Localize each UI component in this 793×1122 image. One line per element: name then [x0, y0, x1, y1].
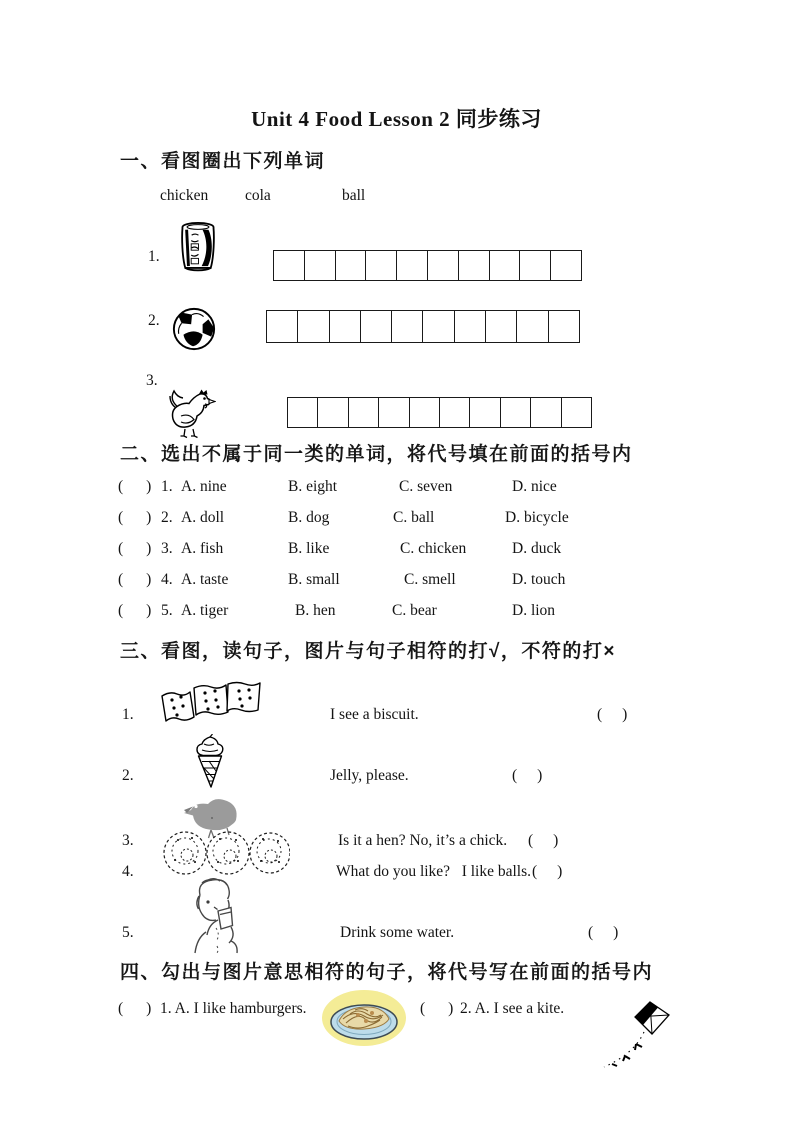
s2-row3-option-b[interactable]: B. like — [288, 540, 330, 557]
paren-open: ( — [512, 767, 518, 784]
grid-cell[interactable] — [409, 397, 440, 428]
s3-answer-slot-5[interactable] — [588, 924, 618, 942]
grid-cell[interactable] — [391, 310, 423, 343]
grid-cell[interactable] — [266, 310, 298, 343]
grid-cell[interactable] — [348, 397, 379, 428]
s2-row5-option-c[interactable]: C. bear — [392, 602, 437, 619]
section4-heading: 四、勾出与图片意思相符的句子，将代号写在前面的括号内 — [120, 962, 654, 983]
s2-row3-number: 3. — [161, 540, 173, 557]
s1-item3-number: 3. — [146, 372, 158, 389]
s2-row2-option-b[interactable]: B. dog — [288, 509, 330, 526]
grid-cell[interactable] — [469, 397, 500, 428]
paren-open: ( — [118, 509, 124, 526]
paren-close: ) — [553, 832, 559, 849]
grid-cell[interactable] — [550, 250, 582, 281]
grid-cell[interactable] — [378, 397, 409, 428]
s2-row4-option-a[interactable]: A. taste — [181, 571, 229, 588]
s4-answer-slot-1[interactable] — [118, 1000, 151, 1018]
grid-cell[interactable] — [489, 250, 521, 281]
s1-item1-number: 1. — [148, 248, 160, 265]
kite-image — [592, 994, 680, 1076]
hen-image — [166, 387, 216, 439]
s2-row1-option-d[interactable]: D. nice — [512, 478, 557, 495]
soccer-ball-image — [171, 306, 217, 352]
s2-row5-number: 5. — [161, 602, 173, 619]
s2-row5-option-d[interactable]: D. lion — [512, 602, 556, 619]
paren-open: ( — [588, 924, 594, 941]
paren-open: ( — [528, 832, 534, 849]
s3-answer-slot-4[interactable] — [532, 863, 562, 881]
word-bank-chicken: chicken — [160, 187, 209, 204]
s2-row1-option-a[interactable]: A. nine — [181, 478, 227, 495]
s3-item5-number: 5. — [122, 924, 134, 941]
s3-answer-slot-3[interactable] — [528, 832, 558, 850]
grid-cell[interactable] — [365, 250, 397, 281]
s3-item1-sentence: I see a biscuit. — [330, 706, 419, 723]
section3-heading: 三、看图，读句子，图片与句子相符的打√，不符的打× — [120, 641, 617, 662]
grid-cell[interactable] — [360, 310, 392, 343]
paren-close: ) — [146, 540, 152, 557]
ice-cream-image — [190, 734, 230, 790]
paren-open: ( — [597, 706, 603, 723]
page-title: Unit 4 Food Lesson 2 同步练习 — [251, 107, 542, 131]
paren-open: ( — [420, 1000, 426, 1017]
grid-cell[interactable] — [427, 250, 459, 281]
grid-cell[interactable] — [297, 310, 329, 343]
paren-open: ( — [118, 540, 124, 557]
paren-close: ) — [613, 924, 619, 941]
s3-answer-slot-1[interactable] — [597, 706, 627, 724]
section1-heading: 一、看图圈出下列单词 — [120, 151, 326, 172]
grid-cell[interactable] — [530, 397, 561, 428]
s3-answer-slot-2[interactable] — [512, 767, 542, 785]
paren-close: ) — [557, 863, 563, 880]
word-bank-ball: ball — [342, 187, 366, 204]
paren-close: ) — [146, 478, 152, 495]
paren-close: ) — [146, 602, 152, 619]
paren-close: ) — [146, 1000, 152, 1017]
s2-row5-option-a[interactable]: A. tiger — [181, 602, 229, 619]
s2-row2-option-d[interactable]: D. bicycle — [505, 509, 569, 526]
s3-item5-sentence: Drink some water. — [340, 924, 455, 941]
s2-row3-option-d[interactable]: D. duck — [512, 540, 562, 557]
cola-can-image — [178, 219, 218, 275]
s2-row2-number: 2. — [161, 509, 173, 526]
grid-cell[interactable] — [335, 250, 367, 281]
letter-grid-2[interactable] — [266, 310, 580, 343]
noodles-plate-image — [320, 988, 408, 1050]
paren-close: ) — [537, 767, 543, 784]
s3-item4-number: 4. — [122, 863, 134, 880]
grid-cell[interactable] — [454, 310, 486, 343]
s3-item1-number: 1. — [122, 706, 134, 723]
grid-cell[interactable] — [304, 250, 336, 281]
paren-close: ) — [622, 706, 628, 723]
paren-close: ) — [146, 571, 152, 588]
grid-cell[interactable] — [287, 397, 318, 428]
paren-open: ( — [532, 863, 538, 880]
s4-item2-label[interactable]: 2. A. I see a kite. — [460, 1000, 565, 1017]
grid-cell[interactable] — [273, 250, 305, 281]
grid-cell[interactable] — [519, 250, 551, 281]
s4-answer-slot-2[interactable] — [420, 1000, 453, 1018]
grid-cell[interactable] — [458, 250, 490, 281]
s2-row1-option-c[interactable]: C. seven — [399, 478, 453, 495]
balls-image — [162, 824, 290, 882]
grid-cell[interactable] — [500, 397, 531, 428]
grid-cell[interactable] — [329, 310, 361, 343]
grid-cell[interactable] — [548, 310, 580, 343]
paren-close: ) — [146, 509, 152, 526]
s2-row2-option-a[interactable]: A. doll — [181, 509, 225, 526]
boy-drinking-image — [178, 876, 250, 954]
s2-answer-slot-1[interactable] — [118, 478, 151, 496]
s2-row4-number: 4. — [161, 571, 173, 588]
s2-answer-slot-5[interactable] — [118, 602, 151, 620]
s2-row2-option-c[interactable]: C. ball — [393, 509, 435, 526]
paren-close: ) — [448, 1000, 454, 1017]
word-bank-cola: cola — [245, 187, 271, 204]
biscuits-image — [150, 680, 262, 732]
s2-answer-slot-2[interactable] — [118, 509, 151, 527]
s4-item1-label[interactable]: 1. A. I like hamburgers. — [160, 1000, 307, 1017]
s2-row1-number: 1. — [161, 478, 173, 495]
s3-item2-sentence: Jelly, please. — [330, 767, 409, 784]
s2-row1-option-b[interactable]: B. eight — [288, 478, 338, 495]
letter-grid-3[interactable] — [287, 397, 592, 428]
grid-cell[interactable] — [396, 250, 428, 281]
grid-cell[interactable] — [485, 310, 517, 343]
grid-cell[interactable] — [317, 397, 348, 428]
s1-item2-number: 2. — [148, 312, 160, 329]
s2-row4-option-c[interactable]: C. smell — [404, 571, 456, 588]
s3-item2-number: 2. — [122, 767, 134, 784]
s2-row4-option-d[interactable]: D. touch — [512, 571, 566, 588]
paren-open: ( — [118, 571, 124, 588]
paren-open: ( — [118, 1000, 124, 1017]
s2-answer-slot-4[interactable] — [118, 571, 151, 589]
s2-row5-option-b[interactable]: B. hen — [295, 602, 336, 619]
s2-answer-slot-3[interactable] — [118, 540, 151, 558]
letter-grid-1[interactable] — [273, 250, 582, 281]
s2-row3-option-c[interactable]: C. chicken — [400, 540, 467, 557]
section2-heading: 二、选出不属于同一类的单词，将代号填在前面的括号内 — [120, 444, 633, 465]
grid-cell[interactable] — [516, 310, 548, 343]
s3-item3-number: 3. — [122, 832, 134, 849]
s3-item4-sentence: What do you like? I like balls. — [336, 863, 531, 880]
grid-cell[interactable] — [561, 397, 592, 428]
s3-item3-sentence: Is it a hen? No, it’s a chick. — [338, 832, 508, 849]
s2-row3-option-a[interactable]: A. fish — [181, 540, 224, 557]
grid-cell[interactable] — [439, 397, 470, 428]
s2-row4-option-b[interactable]: B. small — [288, 571, 340, 588]
paren-open: ( — [118, 478, 124, 495]
paren-open: ( — [118, 602, 124, 619]
grid-cell[interactable] — [422, 310, 454, 343]
